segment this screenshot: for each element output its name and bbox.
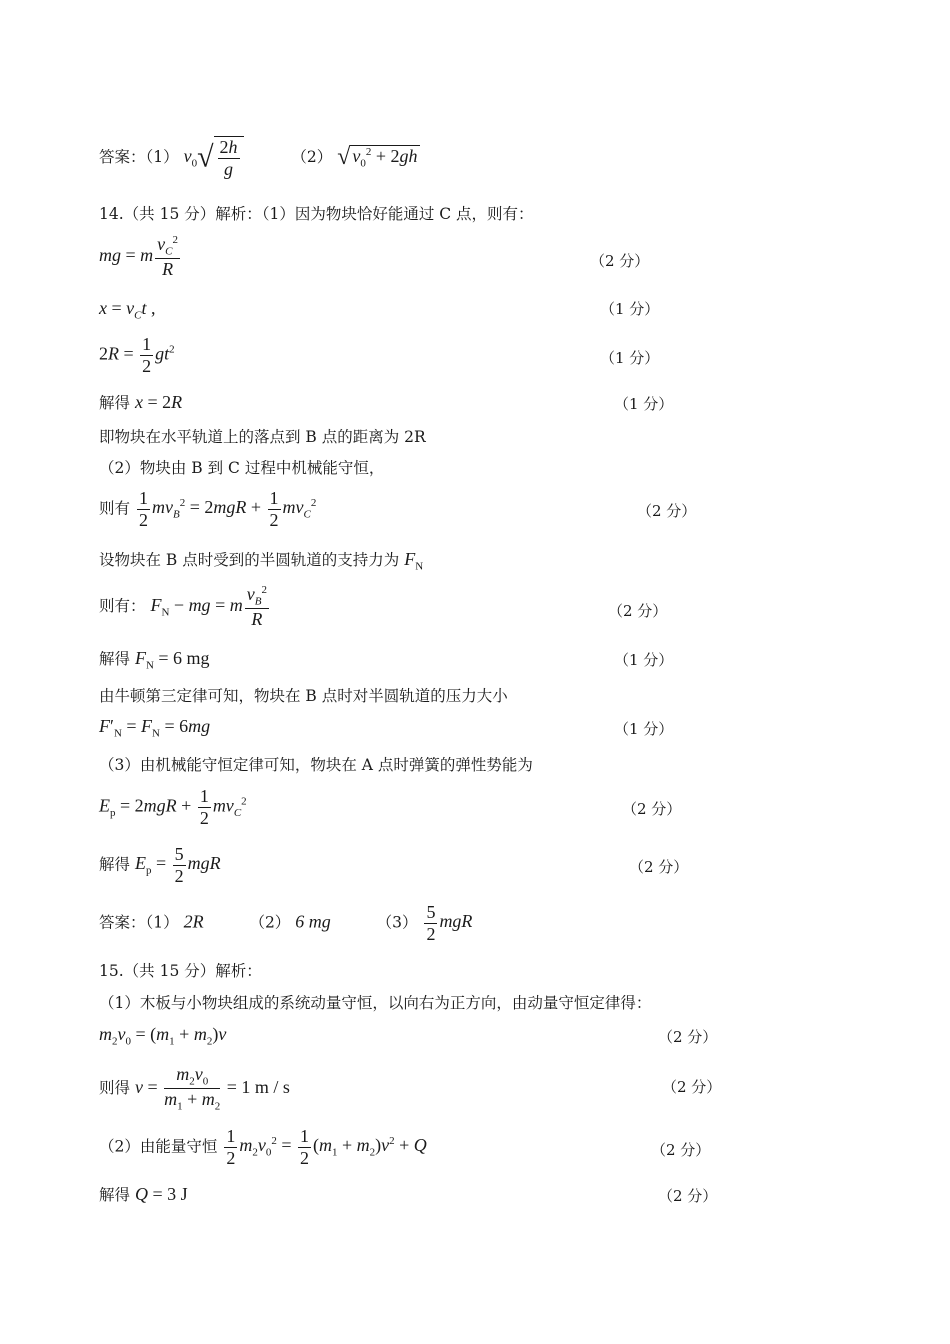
eq-mg: mg = m $\frac{v_C^2}{R}$ xyxy=(99,234,178,280)
eq-x: $x = v_Ct$ , xyxy=(99,298,156,322)
answer-14 xyxy=(99,902,472,944)
formula-v0-sqrt: $v_0√$ $\frac{2h}{g}$ xyxy=(184,146,244,166)
answer-part-label: （2） xyxy=(291,147,333,166)
score: （2 分） xyxy=(662,1078,722,1096)
answer-14-p2: 6 mg xyxy=(295,911,331,932)
score: （1 分） xyxy=(614,651,674,669)
eq-2r: 2R = $\frac{1}{2}$ $gt^2$ xyxy=(99,334,175,376)
score: （2 分） xyxy=(651,1141,711,1159)
eq-energy-q: （2）由能量守恒 $\frac{1}{2}$ $m_2v_0^2$ = $\frac{1}{2}$ $(m_1 + m_2)v^2 + Q$ xyxy=(99,1126,427,1168)
answer-14-p3: $\frac{5}{2}$ mgR xyxy=(426,902,473,944)
solve-ep: 解得 $E_p$ = $\frac{5}{2}$ mgR xyxy=(99,844,221,886)
solve-x: 解得 x = 2R xyxy=(99,392,183,412)
q15-part1: （1）木板与小物块组成的系统动量守恒，以向右为正方向，由动量守恒定律得： xyxy=(99,994,652,1012)
score: （2 分） xyxy=(658,1028,718,1046)
solve-q: 解得 Q = 3 J xyxy=(99,1184,188,1204)
answer-label: 答案：（1） xyxy=(99,147,179,166)
eq-energy-bc: 则有 $\frac{1}{2}$ $mv_B^2 = 2mgR$ + $\frac{1}{2}$ $mv_C^2$ xyxy=(99,488,317,530)
part3-text: （3）由机械能守恒定律可知，物块在 A 点时弹簧的弹性势能为 xyxy=(99,756,533,774)
score: （1 分） xyxy=(600,300,660,318)
solve-prefix: 解得 xyxy=(99,650,131,668)
eq-fn: 则有： $F_N$ − mg = m $\frac{v_B^2}{R}$ xyxy=(99,584,267,630)
score: （1 分） xyxy=(614,720,674,738)
score: （2 分） xyxy=(608,602,668,620)
score: （2 分） xyxy=(637,502,697,520)
answer-14-p1: 2R xyxy=(183,911,204,932)
answer-13 xyxy=(99,136,420,179)
eq-momentum: $m_2v_0 = (m_1 + m_2)v$ xyxy=(99,1024,227,1048)
newton3-text: 由牛顿第三定律可知，物块在 B 点时对半圆轨道的压力大小 xyxy=(99,687,508,705)
formula-sqrt-v0-2gh: √ $v_0^2 + 2gh$ xyxy=(337,144,418,171)
solve-prefix: 解得 xyxy=(99,855,131,874)
eq-fn-prime: $F'_N = F_N = 6mg$ xyxy=(99,716,211,740)
score: （2 分） xyxy=(629,858,689,876)
eq-velocity: 则得 v = $\frac{m_2v_0}{m_1 + m_2}$ = 1 m / s xyxy=(99,1064,290,1113)
q15-part2-label: （2）由能量守恒 xyxy=(99,1137,218,1156)
q15-header: 15.（共 15 分）解析： xyxy=(99,962,262,980)
score: （1 分） xyxy=(614,395,674,413)
solve-prefix: 解得 xyxy=(99,1186,131,1204)
then-have-label: 则有： xyxy=(99,597,146,616)
answer-label: 答案：（1） xyxy=(99,913,179,932)
then-have-label: 则有 xyxy=(99,499,131,518)
then-get-label: 则得 xyxy=(99,1078,131,1097)
score: （2 分） xyxy=(590,252,650,270)
score: （2 分） xyxy=(658,1187,718,1205)
answer-part-label: （2） xyxy=(249,913,291,932)
part2-text: （2）物块由 B 到 C 过程中机械能守恒， xyxy=(99,459,385,477)
eq-ep: $E_p = 2mgR$ + $\frac{1}{2}$ $mv_C^2$ xyxy=(99,786,247,828)
score: （1 分） xyxy=(600,349,660,367)
solve-fn: 解得 $F_N = 6$ mg xyxy=(99,648,210,672)
solve-prefix: 解得 xyxy=(99,394,131,412)
support-force-text: 设物块在 B 点时受到的半圆轨道的支持力为 $F_N$ xyxy=(99,549,424,573)
landing-text: 即物块在水平轨道上的落点到 B 点的距离为 2R xyxy=(99,428,426,446)
q14-header: 14.（共 15 分）解析：（1）因为物块恰好能通过 C 点，则有： xyxy=(99,205,534,223)
score: （2 分） xyxy=(622,800,682,818)
answer-part-label: （3） xyxy=(376,913,418,932)
